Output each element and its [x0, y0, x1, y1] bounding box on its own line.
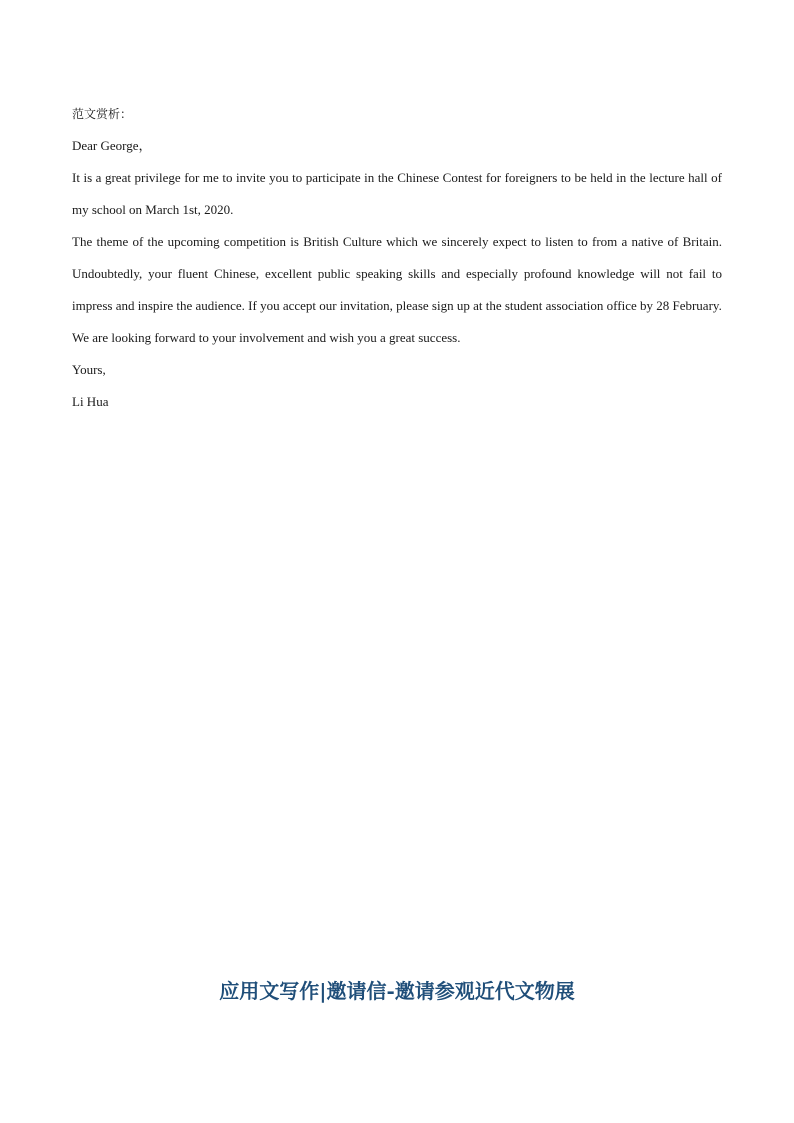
salutation: Dear George， [72, 138, 152, 153]
letter-body [72, 98, 722, 418]
footer-title: 应用文写作|邀请信-邀请参观近代文物展 [219, 979, 575, 1003]
closing: Yours, [72, 362, 106, 377]
paragraph-invitation: It is a great privilege for me to invite you to participate in the Chinese Contest for foreigners to be held in the lecture hall of my school on March 1st, 2020. [72, 170, 722, 217]
paragraph-theme: The theme of the upcoming competition is British Culture which we sincerely expect to listen to from a native of Britain. Undoubtedly, your fluent Chinese, excellent public speaking skills and especially profound knowledge will not fail to impress and inspire the audience. If you accept our invitation, please sign up at the student association office by 28 February. [72, 234, 722, 313]
section-heading: 范文赏析： [72, 107, 133, 121]
paragraph-closing-wish: We are looking forward to your involvement and wish you a great success. [72, 330, 461, 345]
signature: Li Hua [72, 394, 109, 409]
